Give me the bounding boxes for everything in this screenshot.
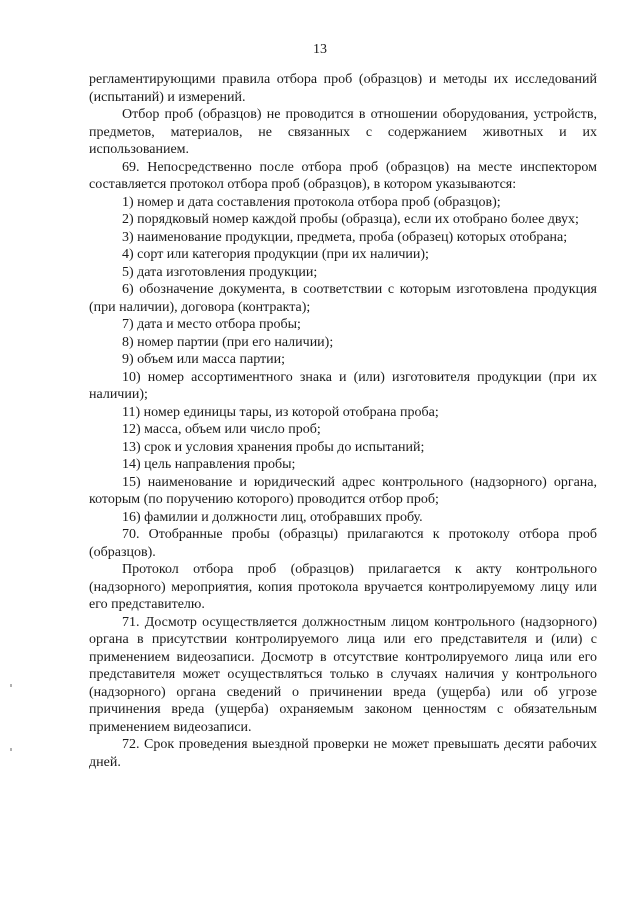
list-item: 8) номер партии (при его наличии); [122, 334, 334, 350]
list-item: 9) объем или масса партии; [122, 352, 286, 367]
list-item: 16) фамилии и должности лиц, отобравших пробу. [122, 509, 423, 525]
list-item: 1) номер и дата составления протокола отбора проб (образцов); [122, 194, 501, 210]
list-item: 6) обозначение документа, в соответствии с которым изготовлена продукция (при наличии), договора (контракта); [89, 282, 597, 315]
paragraph: регламентирующими правила отбора проб (образцов) и методы их исследований (испытаний) и измерений. [89, 72, 597, 105]
list-item: 7) дата и место отбора пробы; [122, 317, 301, 332]
list-item: 11) номер единицы тары, из которой отобрана проба; [122, 404, 439, 420]
paragraph: Протокол отбора проб (образцов) прилагается к акту контрольного (надзорного) мероприятия, копия протокола вручается контролируемому лицу или его представителю. [89, 562, 597, 612]
page-number: 13 [313, 42, 327, 57]
margin-mark [10, 684, 12, 687]
list-item: 4) сорт или категория продукции (при их наличии); [122, 247, 429, 262]
paragraph-item-71: 71. Досмотр осуществляется должностным лицом контрольного (надзорного) органа в присутствии контролируемого лица или его представителя и (или) с применением видеозаписи. Досмотр в отсутствие контролируемого лица или его представителя может осуществляться только в случаях наличия у контрольного (надзорного) органа сведений о причинении вреда (ущерба) или об угрозе причинения вреда (ущерба) охраняемым законом ценностям с обязательным применением видеозаписи. [89, 614, 597, 735]
paragraph: Отбор проб (образцов) не проводится в отношении оборудования, устройств, предметов, материалов, не связанных с содержанием животных и их использованием. [89, 107, 597, 157]
list-item: 15) наименование и юридический адрес контрольного (надзорного) органа, которым (по поручению которого) проводится отбор проб; [89, 474, 597, 507]
list-item: 13) срок и условия хранения пробы до испытаний; [122, 439, 425, 455]
list-item: 10) номер ассортиментного знака и (или) изготовителя продукции (при их наличии); [89, 369, 597, 402]
margin-mark [10, 748, 12, 751]
list-item: 5) дата изготовления продукции; [122, 264, 318, 280]
document-body [89, 71, 597, 771]
paragraph-item-72: 72. Срок проведения выездной проверки не может превышать десяти рабочих дней. [89, 737, 597, 770]
list-item: 2) порядковый номер каждой пробы (образца), если их отобрано более двух; [122, 212, 579, 227]
paragraph-item-69: 69. Непосредственно после отбора проб (образцов) на месте инспектором составляется протокол отбора проб (образцов), в котором указываются: [89, 159, 597, 192]
list-item: 14) цель направления пробы; [122, 457, 296, 472]
paragraph-item-70: 70. Отобранные пробы (образцы) прилагаются к протоколу отбора проб (образцов). [89, 527, 597, 560]
list-item: 3) наименование продукции, предмета, проба (образец) которых отобрана; [122, 229, 568, 245]
list-item: 12) масса, объем или число проб; [122, 422, 321, 437]
